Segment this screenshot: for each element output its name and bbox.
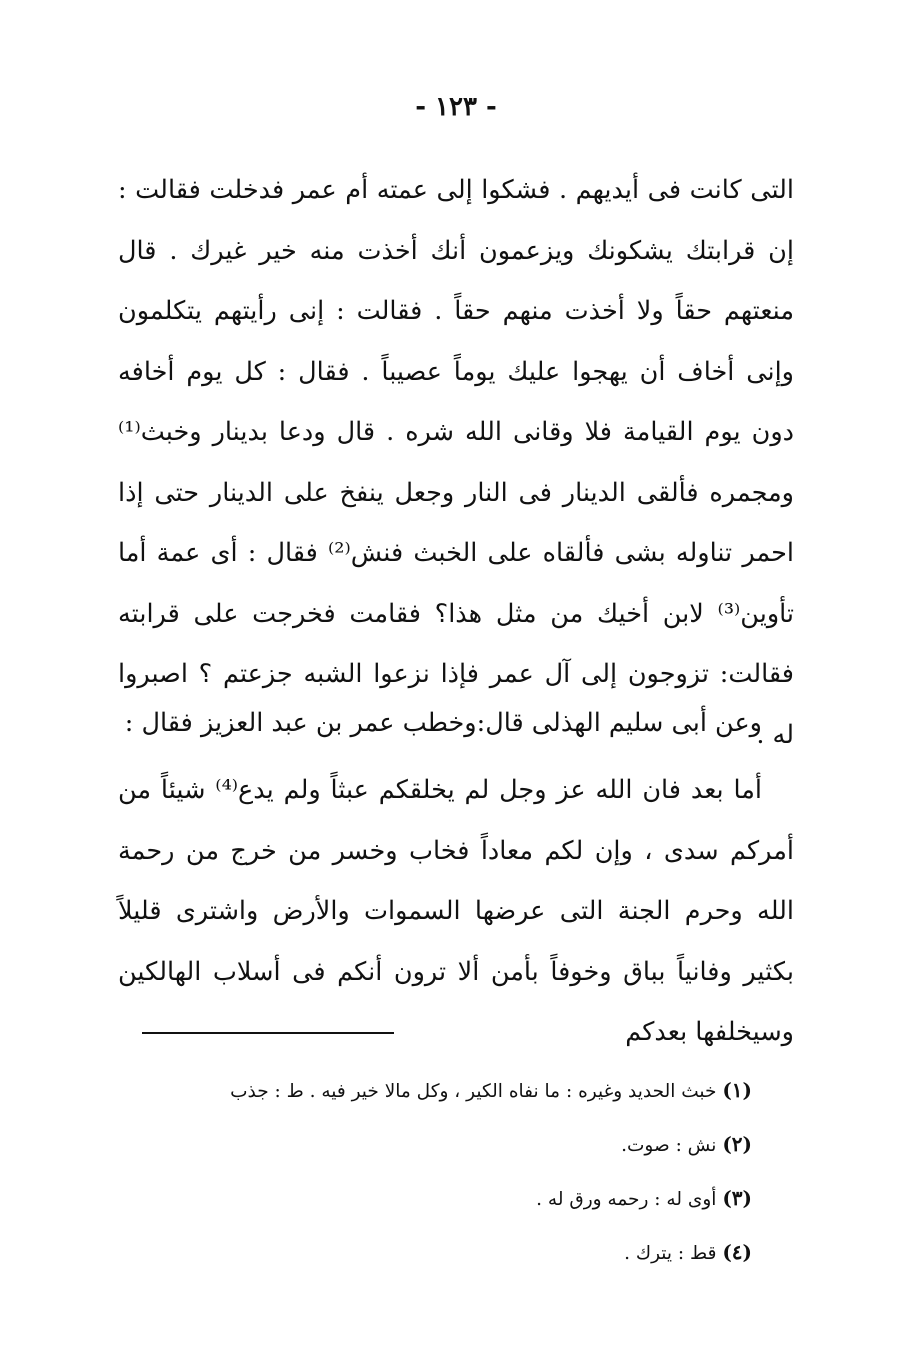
footnote-number: (١) bbox=[722, 1078, 752, 1102]
paragraph: التى كانت فى أيديهم . فشكوا إلى عمته أم عمر فدخلت فقالت : إن قرابتك يشكونك ويزعمون أنك أخذت منه خير غيرك . قال منعتهم حقاً ولا أخذت منهم حقاً . فقالت : إنى رأيتهم يتكلمون وإنى أخاف أن يهجوا عليك يوماً عصيباً . فقال : كل يوم أخافه دون يوم القيامة فلا وقانى الله شره . قال ودعا بدينار وخبث⁽¹⁾ ومجمره فألقى الدينار فى النار وجعل ينفخ على الدينار حتى إذا احمر تناوله بشى فألقاه على الخبث فنش⁽²⁾ فقال : أى عمة أما تأوين⁽³⁾ لابن أخيك من مثل هذا؟ فقامت فخرجت على قرابته فقالت: تزوجون إلى آل عمر فإذا نزعوا الشبه جزعتم ؟ اصبروا له . bbox=[118, 175, 794, 750]
paragraph: أما بعد فان الله عز وجل لم يخلقكم عبثاً ولم يدع⁽⁴⁾ شيئاً من أمركم سدى ، وإن لكم معاداً فخاب وخسر من خرج من رحمة الله وحرم الجنة التى عرضها السموات والأرض واشترى قليلاً بكثير وفانياً بباق وخوفاً بأمن ألا ترون أنكم فى أسلاب الهالكين وسيخلفها بعدكم bbox=[118, 775, 794, 1047]
footnote-text: خبث الحديد وغيره : ما نفاه الكير ، وكل مالا خير فيه . ط : جذب bbox=[230, 1081, 717, 1102]
footnote bbox=[172, 1118, 752, 1172]
footnote bbox=[172, 1064, 752, 1118]
footnote-text: قط : يترك . bbox=[624, 1243, 717, 1264]
paragraph: وعن أبى سليم الهذلى قال:وخطب عمر بن عبد العزيز فقال : bbox=[124, 708, 762, 738]
footnote-text: نش : صوت. bbox=[621, 1135, 717, 1156]
footnote bbox=[172, 1226, 752, 1280]
footnotes bbox=[172, 1064, 752, 1280]
footnote-number: (٣) bbox=[722, 1186, 752, 1210]
page-number: - ١٢٣ - bbox=[415, 92, 497, 122]
footnote-text: أوى له : رحمه ورق له . bbox=[536, 1189, 717, 1210]
footnote-number: (٤) bbox=[722, 1240, 752, 1264]
footnote-divider bbox=[142, 1032, 394, 1034]
footnote bbox=[172, 1172, 752, 1226]
footnote-number: (٢) bbox=[722, 1132, 752, 1156]
